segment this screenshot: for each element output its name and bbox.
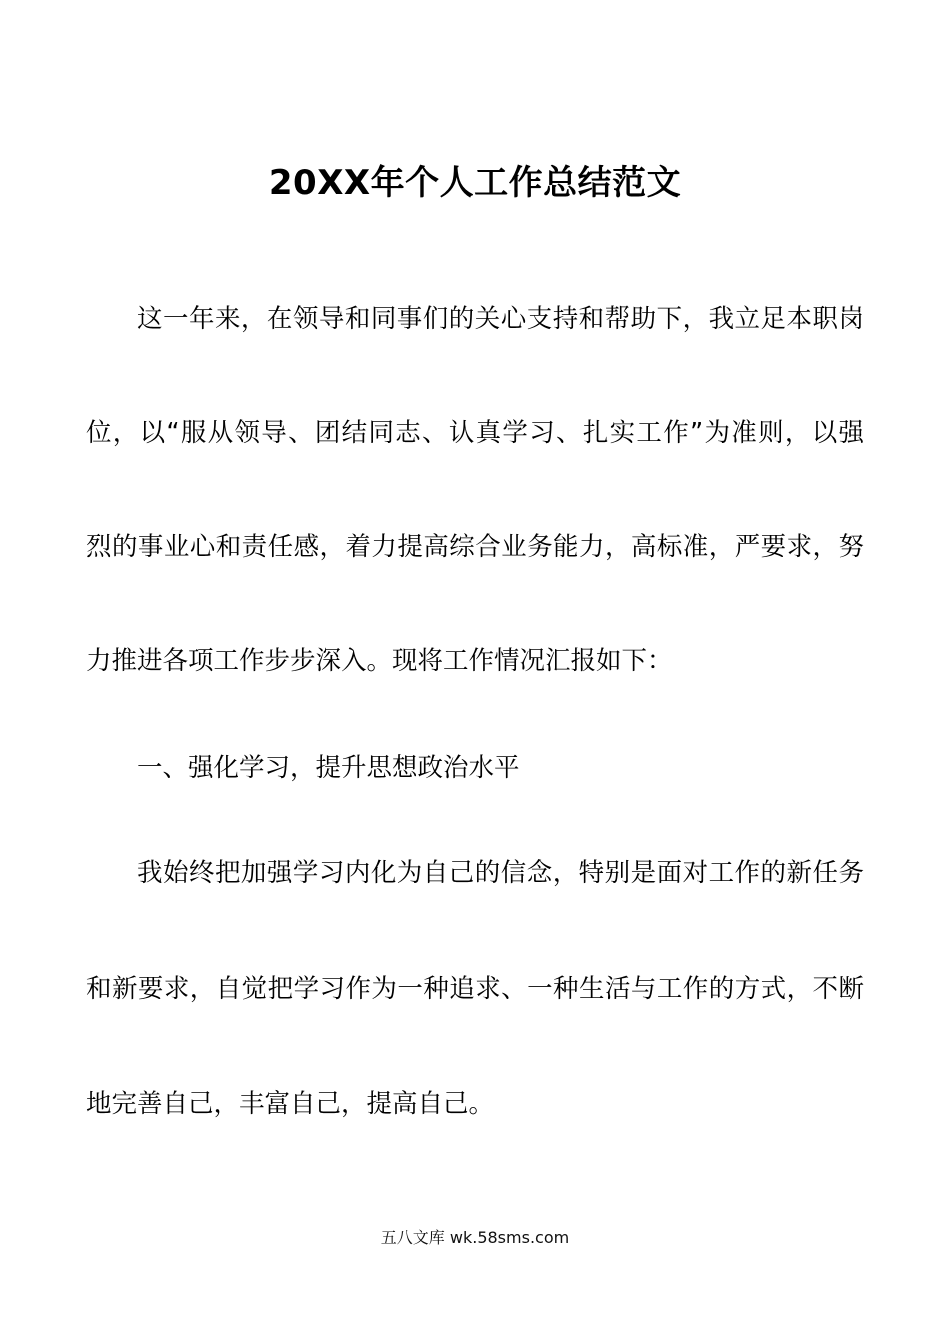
document-title: 20XX年个人工作总结范文 — [268, 163, 682, 203]
paragraph-2-line-2: 和新要求，自觉把学习作为一种追求、一种生活与工作的方式，不断 — [86, 974, 864, 1004]
paragraph-1-line-3: 烈的事业心和责任感，着力提高综合业务能力，高标准，严要求，努 — [86, 532, 864, 562]
paragraph-2-line-1: 我始终把加强学习内化为自己的信念，特别是面对工作的新任务 — [137, 858, 864, 888]
paragraph-1-line-1: 这一年来，在领导和同事们的关心支持和帮助下，我立足本职岗 — [137, 304, 864, 334]
paragraph-2-line-3: 地完善自己，丰富自己，提高自己。 — [86, 1089, 495, 1119]
paragraph-1-line-4: 力推进各项工作步步深入。现将工作情况汇报如下： — [86, 646, 673, 676]
footer-watermark: 五八文库 wk.58sms.com — [380, 1228, 570, 1247]
section-heading-1: 一、强化学习，提升思想政治水平 — [137, 753, 520, 783]
paragraph-1-line-2: 位，以“服从领导、团结同志、认真学习、扎实工作”为准则，以强 — [86, 418, 864, 448]
